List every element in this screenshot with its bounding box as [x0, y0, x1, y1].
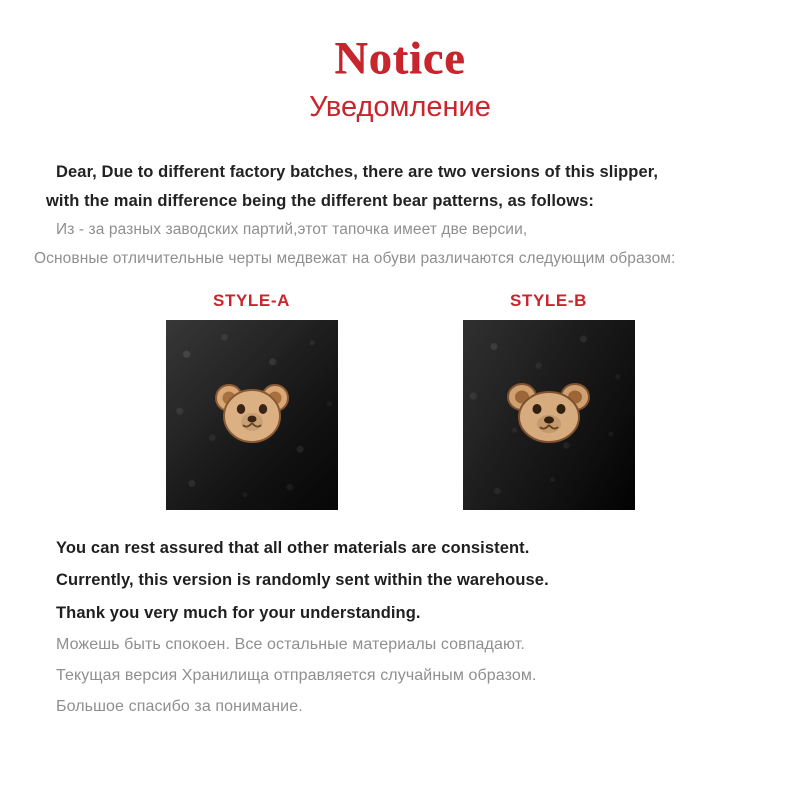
style-comparison-row [0, 291, 800, 510]
intro-russian-line-1: Из - за разных заводских партий,этот тапочка имеет две версии, [56, 220, 528, 238]
page-subtitle-russian: Уведомление [309, 91, 491, 124]
outro-russian-line-3: Большое спасибо за понимание. [56, 698, 303, 716]
style-block-b [463, 291, 635, 510]
intro-english-line-1: Dear, Due to different factory batches, there are two versions of this slipper, [56, 163, 659, 182]
outro-english-line-2: Currently, this version is randomly sent within the warehouse. [56, 571, 549, 590]
intro-english-line-2: with the main difference being the different bear patterns, as follows: [46, 192, 595, 211]
outro-block [0, 510, 800, 722]
style-b-photo [463, 320, 635, 510]
style-a-photo [166, 320, 338, 510]
style-block-a [166, 291, 338, 510]
outro-english-line-3: Thank you very much for your understanding. [56, 603, 421, 622]
intro-russian-line-2: Основные отличительные черты медвежат на обуви различаются следующим образом: [34, 249, 676, 267]
page-title: Notice [334, 32, 466, 83]
outro-russian-line-2: Текущая версия Хранилища отправляется случайным образом. [56, 666, 537, 684]
bear-patch-icon-a [210, 376, 294, 454]
outro-russian-line-1: Можешь быть спокоен. Все остальные материалы совпадают. [56, 635, 525, 653]
bear-patch-icon-b [505, 377, 593, 453]
outro-english-line-1: You can rest assured that all other materials are consistent. [56, 539, 530, 558]
intro-block [0, 124, 800, 273]
style-b-label: STYLE-B [510, 291, 587, 311]
style-a-label: STYLE-A [213, 291, 290, 311]
